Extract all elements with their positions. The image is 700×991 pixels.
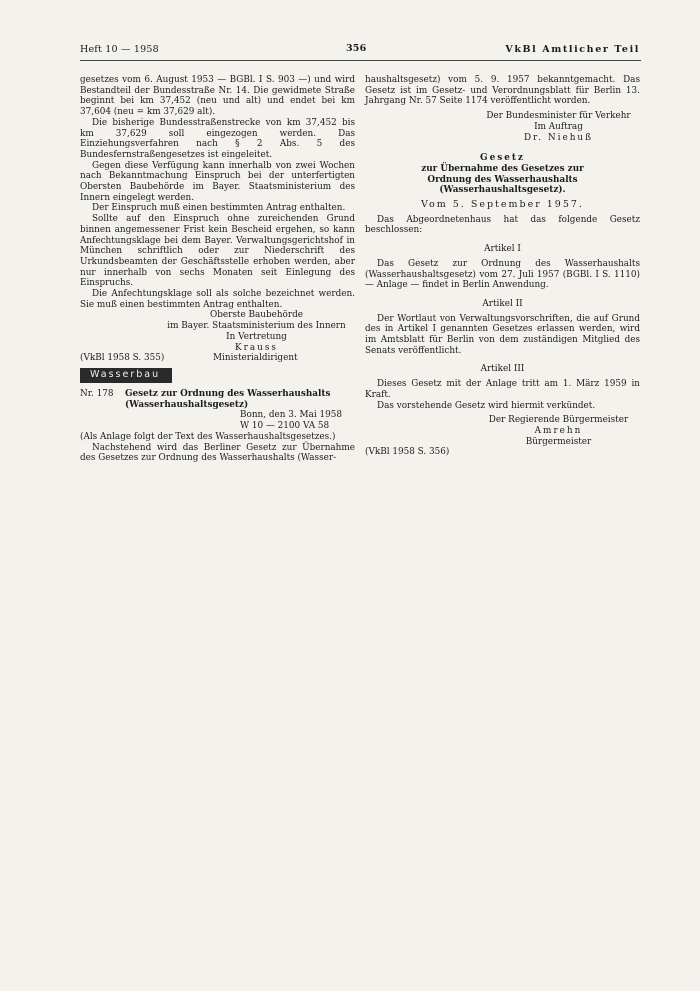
signature-line: Bürgermeister	[525, 436, 592, 447]
signature-line: Oberste Baubehörde	[209, 310, 303, 321]
file-number: W 10 — 2100 VA 58	[240, 421, 330, 432]
paragraph: Nachstehend wird das Berliner Gesetz zur Übernahme des Gesetzes zur Ordnung des Wasserhaushalts (Wasser-	[80, 442, 355, 464]
signature-block	[477, 111, 640, 143]
signature-line: In Vertretung	[226, 331, 287, 342]
law-title-line: Ordnung des Wasserhaushalts (Wasserhaushaltsgesetz).	[427, 174, 578, 196]
notice-number: Nr. 178	[80, 388, 114, 399]
article-title: Artikel II	[482, 298, 523, 309]
signature-name: Krauss	[235, 342, 278, 353]
paragraph: gesetzes vom 6. August 1953 — BGBl. I S. 903 —) und wird Bestandteil der Bundesstraße Nr. 14. Die gewidmete Straße beginnt bei km 37,452 (neu und alt) und endet bei km 37,604 (neu = km 37,629 alt).	[80, 75, 355, 118]
notice-title	[80, 389, 355, 410]
signature-name: Amrehn	[534, 425, 583, 436]
signature-line: Der Bundesminister für Verkehr	[486, 111, 631, 122]
signature-name: Dr. Niehuß	[523, 132, 594, 143]
signature-line: Der Regierende Bürgermeister	[488, 415, 629, 426]
paragraph: (Als Anlage folgt der Text des Wasserhaushaltsgesetzes.)	[80, 431, 336, 442]
signature-title: Ministerialdirigent	[213, 353, 298, 364]
paragraph: Sollte auf den Einspruch ohne zureichenden Grund binnen angemessener Frist kein Bescheid ergehen, so kann Anfechtungsklage bei dem Bayer. Verwaltungsgerichtshof in München schriftlich oder zur Niederschrift des Urkundsbeamten der Geschäftsstelle erhoben werden, aber nur innerhalb von sechs Monaten seit Einlegung des Einspruchs.	[80, 214, 355, 289]
law-date: Vom 5. September 1957.	[421, 199, 584, 211]
signature-block	[158, 310, 355, 353]
paragraph: Das vorstehende Gesetz wird hiermit verkündet.	[377, 400, 596, 411]
article-title: Artikel III	[480, 364, 525, 375]
paragraph: Der Einspruch muß einen bestimmten Antrag enthalten.	[92, 203, 346, 214]
signature-line: Im Auftrag	[534, 121, 583, 132]
vkbl-reference: (VkBl 1958 S. 356)	[365, 447, 450, 458]
right-column	[365, 75, 640, 458]
notice-heading: Gesetz zur Ordnung des Wasserhaushalts (Wasserhaushaltsgesetz)	[125, 388, 331, 410]
reference-row	[80, 353, 355, 364]
publication-label: VkBl Amtlicher Teil	[505, 44, 640, 55]
signature-block	[477, 415, 640, 447]
vkbl-reference: (VkBl 1958 S. 355)	[80, 353, 165, 364]
paragraph: Das Abgeordnetenhaus hat das folgende Gesetz beschlossen:	[365, 214, 640, 236]
left-column	[80, 75, 355, 464]
paragraph: Gegen diese Verfügung kann innerhalb von zwei Wochen nach Bekanntmachung Einspruch bei der unterfertigten Obersten Baubehörde im Bayer. Staatsministerium des Innern eingelegt werden.	[80, 160, 355, 203]
law-title-line: zur Übernahme des Gesetzes zur	[421, 163, 584, 174]
paragraph: haushaltsgesetz) vom 5. 9. 1957 bekanntgemacht. Das Gesetz ist im Gesetz- und Verordnungsblatt für Berlin 13. Jahrgang Nr. 57 Seite 1174 veröffentlicht worden.	[365, 75, 640, 107]
paragraph: Die bisherige Bundesstraßenstrecke von km 37,452 bis km 37,629 soll eingezogen werden. Das Einziehungsverfahren nach § 2 Abs. 5 des Bundesfernstraßengesetzes ist eingeleitet.	[80, 117, 355, 160]
page-number: 356	[346, 43, 367, 54]
page-header	[80, 42, 640, 60]
paragraph: Dieses Gesetz mit der Anlage tritt am 1. März 1959 in Kraft.	[365, 379, 640, 400]
header-rule	[80, 60, 641, 61]
issue-label: Heft 10 — 1958	[80, 44, 159, 55]
place-date-block	[240, 410, 355, 431]
paragraph: Die Anfechtungsklage soll als solche bezeichnet werden. Sie muß einen bestimmten Antrag enthalten.	[80, 289, 355, 310]
article-title: Artikel I	[484, 244, 521, 255]
law-heading: Gesetz	[480, 153, 525, 164]
paragraph: Der Wortlaut von Verwaltungsvorschriften, die auf Grund des in Artikel I genannten Gesetzes erlassen werden, wird im Amtsblatt für Berlin von dem zuständigen Mitglied des Senats veröffentlicht.	[365, 313, 640, 356]
section-heading: Wasserbau	[80, 368, 172, 383]
signature-line: im Bayer. Staatsministerium des Innern	[167, 321, 346, 332]
place-date: Bonn, den 3. Mai 1958	[240, 410, 342, 421]
paragraph: Das Gesetz zur Ordnung des Wasserhaushalts (Wasserhaushaltsgesetz) vom 27. Juli 1957 (BGBl. I S. 1110) — Anlage — findet in Berlin Anwendung.	[365, 258, 640, 291]
